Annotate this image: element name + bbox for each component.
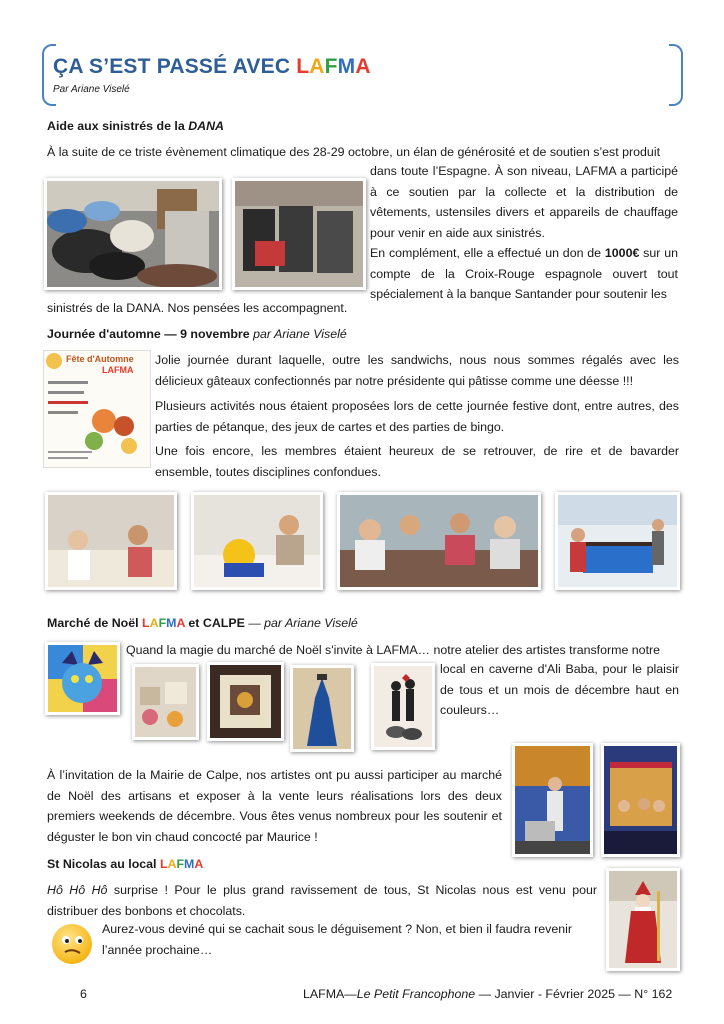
dana-paragraph-1-line1: À la suite de ce triste évènement climatique des 28-29 octobre, un élan de générosité et de soutien s’est produit [47, 145, 661, 159]
photo-donations-bags [44, 178, 222, 290]
section-heading-noel: Marché de Noël LAFMA et CALPE — par Ariane Viselé [47, 616, 358, 630]
brand-letter: M [337, 55, 356, 78]
header-bracket-right [669, 44, 683, 106]
nicolas-paragraph-1: Hô Hô Hô surprise ! Pour le plus grand ravissement de tous, St Nicolas nous est venu pour distribuer des bonbons et chocolats. [47, 883, 597, 918]
photo-market-stall-man [512, 743, 593, 857]
photo-couple-painting [371, 663, 435, 750]
brand-letter: L [296, 55, 310, 78]
brand-letter: F [324, 55, 338, 78]
photo-bingo [191, 492, 323, 590]
dana-paragraph-2: En complément, elle a effectué un don de 1000€ sur un compte de la Croix-Rouge espagnole ouvert tout spécialement à la banque Santander pour soutenir les [370, 246, 678, 301]
noel-paragraph-1: local en caverne d'Ali Baba, pour le plaisir de tous et un mois de décembre haut en couleurs… [440, 662, 679, 717]
section-heading-automne: Journée d'automne — 9 novembre par Ariane Viselé [47, 327, 347, 341]
section-heading-nicolas: St Nicolas au local LAFMA [47, 857, 204, 871]
photo-billiards [555, 492, 680, 590]
section-heading-dana: Aide aux sinistrés de la DANA [47, 119, 224, 133]
brand-letter: A [309, 55, 325, 78]
nicolas-paragraph-2: Aurez-vous deviné qui se cachait sous le déguisement ? Non, et bien il faudra revenir l’année prochaine… [102, 922, 572, 957]
flyer-brand: LAFMA [102, 365, 134, 375]
noel-paragraph-1-line1: Quand la magie du marché de Noël s'invite à LAFMA… notre atelier des artistes transforme notre [126, 643, 661, 657]
photo-framed-art [207, 662, 284, 741]
photo-group-smiling [337, 492, 541, 590]
footer-publication: LAFMA—Le Petit Francophone — Janvier - Février 2025 — N° 162 [303, 987, 673, 1001]
page-number: 6 [80, 987, 87, 1001]
automne-paragraph-1: Jolie journée durant laquelle, outre les sandwichs, nous nous sommes régalés avec les délicieux gâteaux confectionnés par notre présidente qui pâtisse comme une déesse !!! [155, 353, 679, 388]
brand-letter: A [355, 55, 371, 78]
photo-cat-painting [45, 642, 120, 715]
autumn-flyer [43, 350, 151, 468]
byline: Par Ariane Viselé [53, 84, 130, 95]
photo-blue-dress-painting [290, 665, 354, 752]
dana-paragraph-1: dans toute l’Espagne. À son niveau, LAFMA a participé à ce soutien par la collecte et la distribution de vêtements, ustensiles divers et appareils de chauffage pour venir en aide aux sinistrés. [370, 164, 678, 240]
noel-paragraph-2: À l’invitation de la Mairie de Calpe, nos artistes ont pu aussi participer au marché de Noël des artisans et exposer à la vente leurs réalisations lors des deux premiers weekends de décembre. Vous êtes venus nombreux pour les soutenir et déguster le bon vin chaud concocté par Maurice ! [47, 768, 502, 844]
flyer-title: Fête d'Automne [66, 354, 134, 364]
photo-heaters [232, 178, 366, 290]
thinking-smiley-icon [52, 924, 92, 964]
photo-market-stall-lights [601, 743, 680, 857]
photo-saint-nicolas [606, 868, 680, 971]
photo-autumn-table [45, 492, 177, 590]
automne-paragraph-2: Plusieurs activités nous étaient proposées lors de cette journée festive dont, entre autres, des parties de pétanque, des jeux de cartes et des parties de bingo. [155, 399, 679, 434]
automne-paragraph-3: Une fois encore, les membres étaient heureux de se retrouver, de rire et de bavarder ensemble, toutes disciplines confondues. [155, 444, 679, 479]
photo-market-table [132, 664, 199, 740]
page-title: ÇA S’EST PASSÉ AVEC LAFMA [53, 55, 371, 78]
dana-paragraph-2-last: sinistrés de la DANA. Nos pensées les accompagnent. [47, 301, 348, 315]
